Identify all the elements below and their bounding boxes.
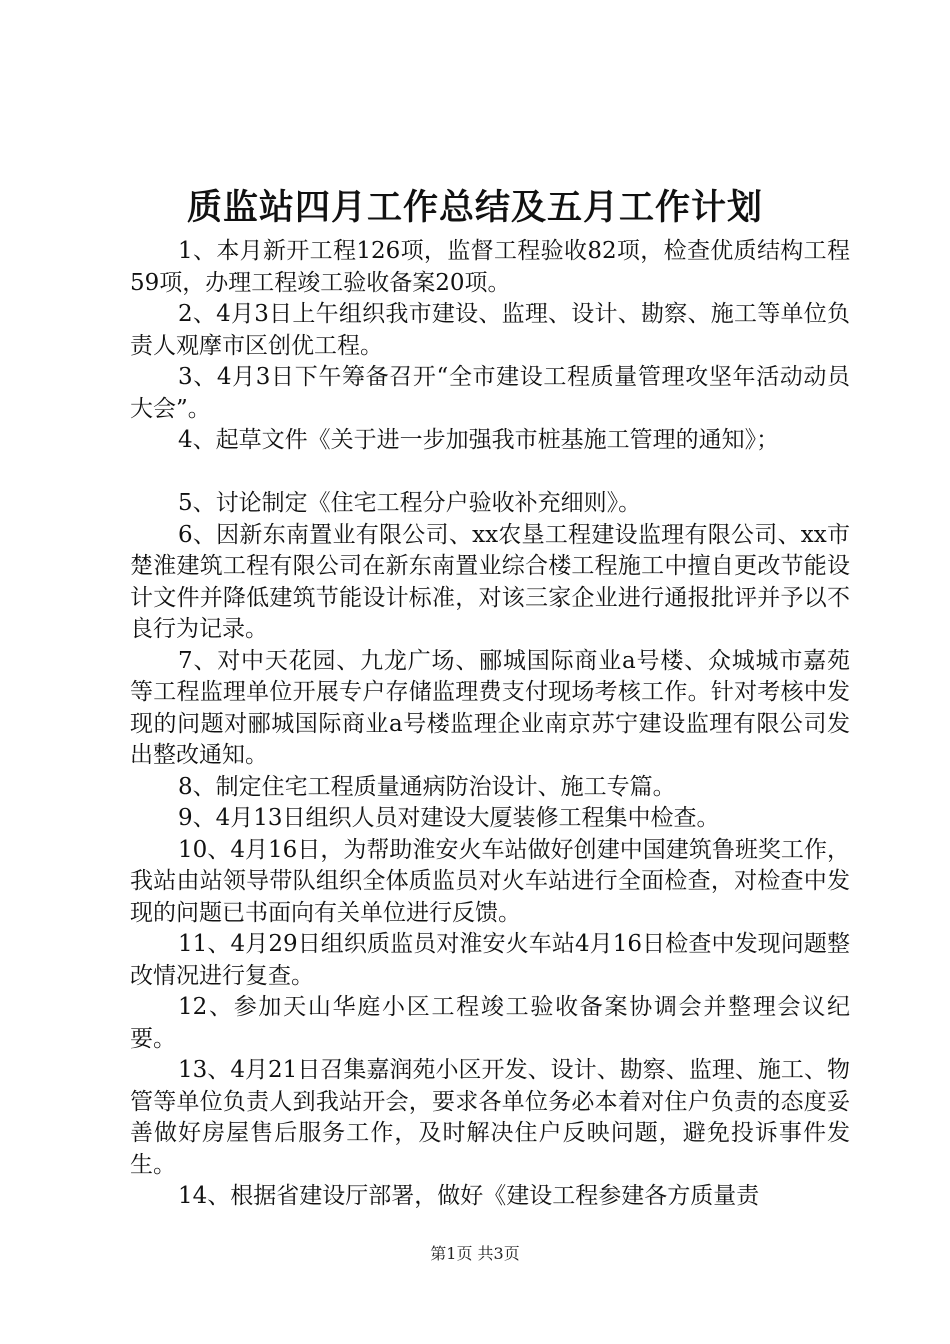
paragraph-item-12: 12、参加天山华庭小区工程竣工验收备案协调会并整理会议纪要。 [130,994,850,1052]
paragraph-item-11: 11、4月29日组织质监员对淮安火车站4月16日检查中发现问题整改情况进行复查。 [130,931,850,989]
paragraph-item-7: 7、对中天花园、九龙广场、郦城国际商业a号楼、众城城市嘉苑等工程监理单位开展专户存储监理费支付现场考核工作。针对考核中发现的问题对郦城国际商业a号楼监理企业南京苏宁建设监理有限公司发出整改通知。 [130,647,850,768]
paragraph-item-14: 14、根据省建设厅部署，做好《建设工程参建各方质量责 [178,1183,760,1209]
page-number-footer: 第1页 共3页 [430,1244,520,1263]
document-body [130,236,850,1213]
paragraph-spacer [130,457,850,489]
paragraph-item-13: 13、4月21日召集嘉润苑小区开发、设计、勘察、监理、施工、物管等单位负责人到我站开会，要求各单位务必本着对住户负责的态度妥善做好房屋售后服务工作，及时解决住户反映问题，避免投诉事件发生。 [130,1057,850,1178]
paragraph-item-6: 6、因新东南置业有限公司、xx农垦工程建设监理有限公司、xx市楚淮建筑工程有限公司在新东南置业综合楼工程施工中擅自更改节能设计文件并降低建筑节能设计标准，对该三家企业进行通报批评并予以不良行为记录。 [130,521,850,642]
paragraph-item-8: 8、制定住宅工程质量通病防治设计、施工专篇。 [178,773,676,800]
paragraph-item-3: 3、4月3日下午筹备召开“全市建设工程质量管理攻坚年活动动员大会”。 [130,364,850,422]
paragraph-item-10: 10、4月16日，为帮助淮安火车站做好创建中国建筑鲁班奖工作，我站由站领导带队组织全体质监员对火车站进行全面检查，对检查中发现的问题已书面向有关单位进行反馈。 [130,836,850,926]
document-title: 质监站四月工作总结及五月工作计划 [186,187,763,228]
paragraph-item-1: 1、本月新开工程126项，监督工程验收82项，检查优质结构工程59项，办理工程竣工验收备案20项。 [130,238,850,296]
paragraph-item-9: 9、4月13日组织人员对建设大厦装修工程集中检查。 [178,805,720,831]
paragraph-item-4: 4、起草文件《关于进一步加强我市桩基施工管理的通知》； [178,427,780,453]
paragraph-item-2: 2、4月3日上午组织我市建设、监理、设计、勘察、施工等单位负责人观摩市区创优工程。 [130,301,850,359]
paragraph-item-5: 5、讨论制定《住宅工程分户验收补充细则》。 [178,490,642,516]
